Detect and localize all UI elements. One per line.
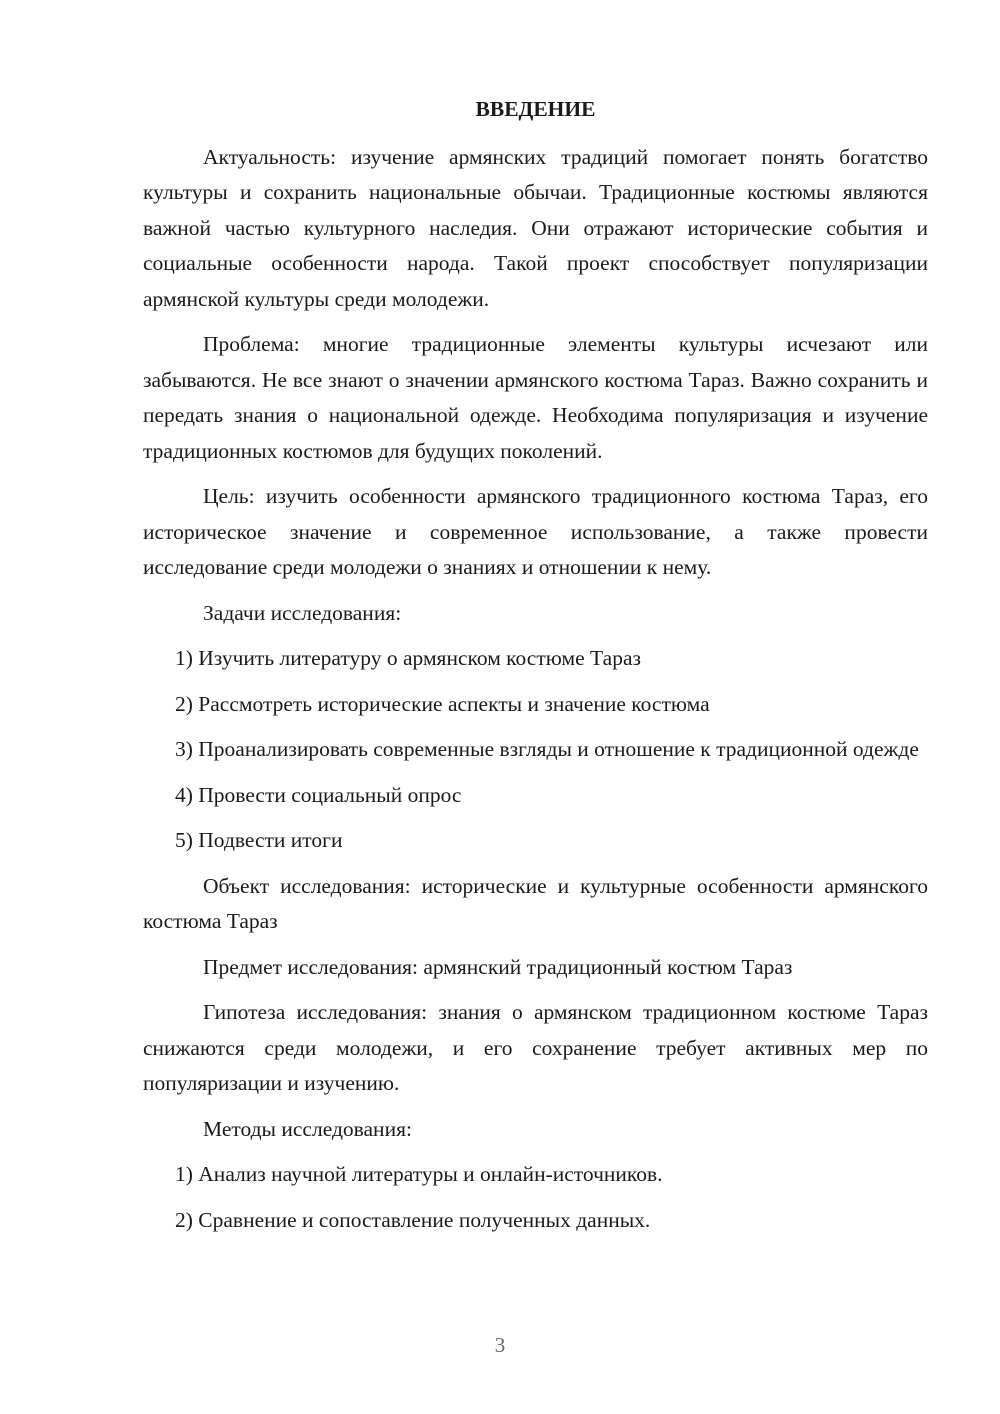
- task-item-2: 2) Рассмотреть исторические аспекты и значение костюма: [175, 691, 710, 716]
- document-page: [143, 92, 928, 1248]
- paragraph-hypothesis: Гипотеза исследования: знания о армянском традиционном костюме Тараз снижаются среди молодежи, и его сохранение требует активных мер по популяризации и изучению.: [143, 1000, 928, 1095]
- paragraph-subject: Предмет исследования: армянский традиционный костюм Тараз: [203, 954, 793, 979]
- tasks-heading: Задачи исследования:: [203, 600, 402, 625]
- task-item-1: 1) Изучить литературу о армянском костюме Тараз: [175, 646, 641, 670]
- paragraph-goal: Цель: изучить особенности армянского традиционного костюма Тараз, его историческое значение и современное использование, а также провести исследование среди молодежи о знаниях и отношении к нему.: [143, 484, 928, 579]
- paragraph-relevance: Актуальность: изучение армянских традиций помогает понять богатство культуры и сохранить национальные обычаи. Традиционные костюмы являются важной частью культурного наследия. Они отражают исторические события и социальные особенности народа. Такой проект способствует популяризации армянской культуры среди молодежи.: [143, 144, 928, 311]
- method-item-2: 2) Сравнение и сопоставление полученных данных.: [175, 1207, 651, 1232]
- methods-heading: Методы исследования:: [203, 1116, 412, 1141]
- paragraph-object: Объект исследования: исторические и культурные особенности армянского костюма Тараз: [143, 873, 928, 933]
- task-item-5: 5) Подвести итоги: [175, 828, 343, 852]
- task-item-3: 3) Проанализировать современные взгляды и отношение к традиционной одежде: [175, 737, 919, 761]
- paragraph-problem: Проблема: многие традиционные элементы культуры исчезают или забываются. Не все знают о значении армянского костюма Тараз. Важно сохранить и передать знания о национальной одежде. Необходима популяризация и изучение традиционных костюмов для будущих поколений.: [143, 332, 928, 463]
- page-number: 3: [494, 1333, 506, 1357]
- page-title: ВВЕДЕНИЕ: [475, 97, 596, 121]
- method-item-1: 1) Анализ научной литературы и онлайн-источников.: [175, 1162, 663, 1186]
- task-item-4: 4) Провести социальный опрос: [175, 782, 462, 807]
